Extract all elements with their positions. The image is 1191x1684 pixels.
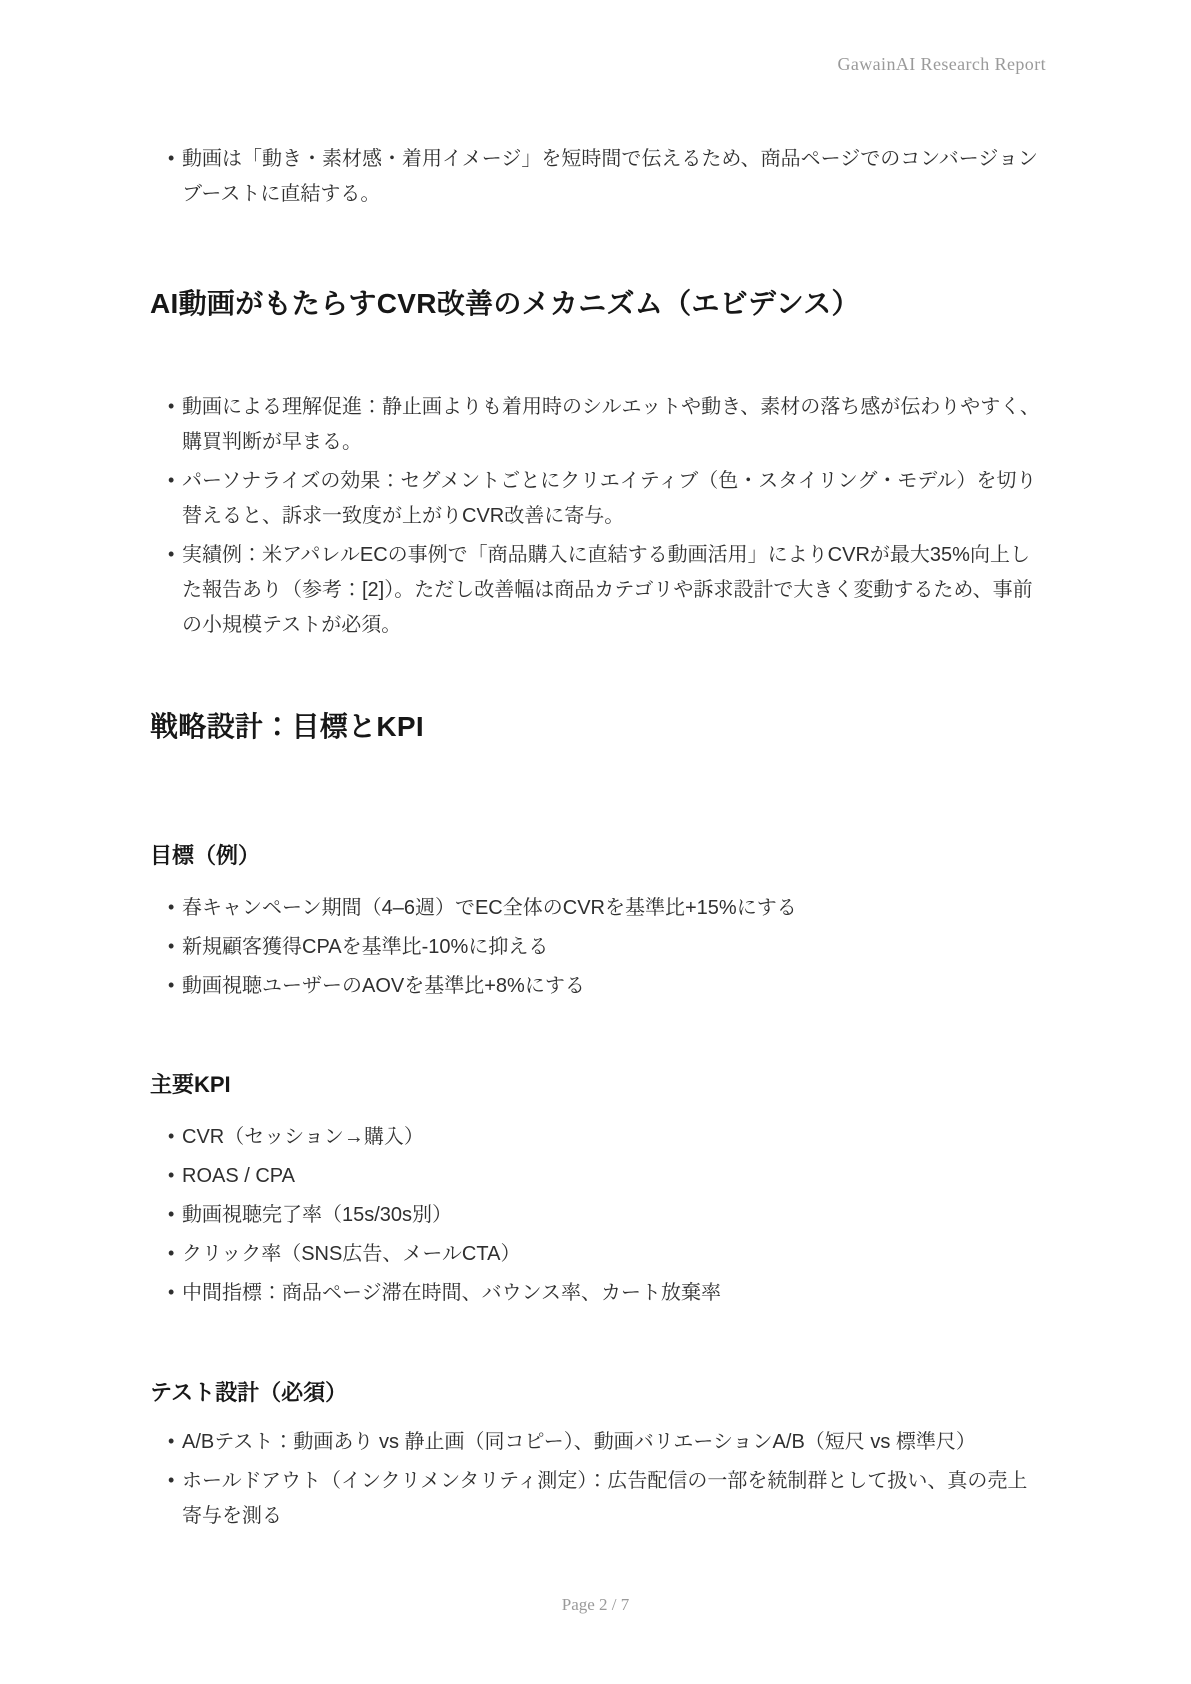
bullet-icon: • — [168, 897, 175, 917]
list-item-text: 中間指標：商品ページ滞在時間、バウンス率、カート放棄率 — [182, 1282, 721, 1304]
test-design-bullet-list — [150, 1425, 1041, 1534]
sub-heading-main-kpi: 主要KPI — [150, 1072, 231, 1097]
list-item-text: ROAS / CPA — [182, 1165, 295, 1187]
list-item — [168, 930, 1041, 965]
section-heading-cvr-mechanism: AI動画がもたらすCVR改善のメカニズム（エビデンス） — [150, 288, 860, 319]
bullet-icon: • — [168, 1243, 175, 1263]
list-item-text: CVR（セッション→購入） — [182, 1126, 424, 1148]
list-item-text: クリック率（SNS広告、メールCTA） — [182, 1243, 521, 1265]
list-item-text: ホールドアウト（インクリメンタリティ測定）：広告配信の一部を統制群として扱い、真の売上寄与を測る — [182, 1470, 1028, 1527]
bullet-icon: • — [168, 148, 175, 168]
bullet-icon: • — [168, 1431, 175, 1451]
bullet-icon: • — [168, 1282, 175, 1302]
bullet-icon: • — [168, 544, 175, 564]
list-item — [168, 142, 1041, 212]
list-item — [168, 538, 1041, 643]
bullet-icon: • — [168, 470, 175, 490]
cvr-mechanism-bullet-list — [150, 390, 1041, 643]
list-item-text: 動画による理解促進：静止画よりも着用時のシルエットや動き、素材の落ち感が伝わりやすく、購買判断が早まる。 — [182, 396, 1040, 453]
list-item-text: 新規顧客獲得CPAを基準比-10%に抑える — [182, 936, 549, 958]
section-heading-strategy-kpi: 戦略設計：目標とKPI — [150, 711, 424, 742]
list-item-text: A/Bテスト：動画あり vs 静止画（同コピー）、動画バリエーションA/B（短尺 vs 標準尺） — [182, 1431, 976, 1453]
list-item — [168, 464, 1041, 534]
list-item — [168, 969, 1041, 1004]
list-item-text: 春キャンペーン期間（4–6週）でEC全体のCVRを基準比+15%にする — [182, 897, 797, 919]
bullet-icon: • — [168, 1126, 175, 1146]
sub-heading-test-design: テスト設計（必須） — [150, 1380, 348, 1405]
list-item-text: パーソナライズの効果：セグメントごとにクリエイティブ（色・スタイリング・モデル）を切り替えると、訴求一致度が上がりCVR改善に寄与。 — [182, 470, 1037, 527]
bullet-icon: • — [168, 936, 175, 956]
list-item — [168, 1159, 1041, 1194]
bullet-icon: • — [168, 1470, 175, 1490]
bullet-icon: • — [168, 1204, 175, 1224]
list-item — [168, 390, 1041, 460]
list-item — [168, 1425, 1041, 1460]
goals-bullet-list — [150, 891, 1041, 1004]
bullet-icon: • — [168, 396, 175, 416]
list-item-text: 動画は「動き・素材感・着用イメージ」を短時間で伝えるため、商品ページでのコンバージョンブーストに直結する。 — [182, 148, 1038, 205]
page-header-title: GawainAI Research Report — [837, 54, 1046, 74]
list-item — [168, 1198, 1041, 1233]
list-item-text: 実績例：米アパレルECの事例で「商品購入に直結する動画活用」によりCVRが最大35%向上した報告あり（参考：[2]）。ただし改善幅は商品カテゴリや訴求設計で大きく変動するため、事前の小規模テストが必須。 — [182, 544, 1033, 636]
page-footer-number: Page 2 / 7 — [561, 1595, 630, 1614]
list-item-text: 動画視聴ユーザーのAOVを基準比+8%にする — [182, 975, 585, 997]
bullet-icon: • — [168, 1165, 175, 1185]
list-item — [168, 891, 1041, 926]
intro-bullet-list — [150, 142, 1041, 212]
main-kpi-bullet-list — [150, 1120, 1041, 1311]
list-item — [168, 1464, 1041, 1534]
list-item — [168, 1276, 1041, 1311]
list-item — [168, 1120, 1041, 1155]
list-item-text: 動画視聴完了率（15s/30s別） — [182, 1204, 453, 1226]
bullet-icon: • — [168, 975, 175, 995]
sub-heading-goals: 目標（例） — [150, 843, 261, 868]
list-item — [168, 1237, 1041, 1272]
